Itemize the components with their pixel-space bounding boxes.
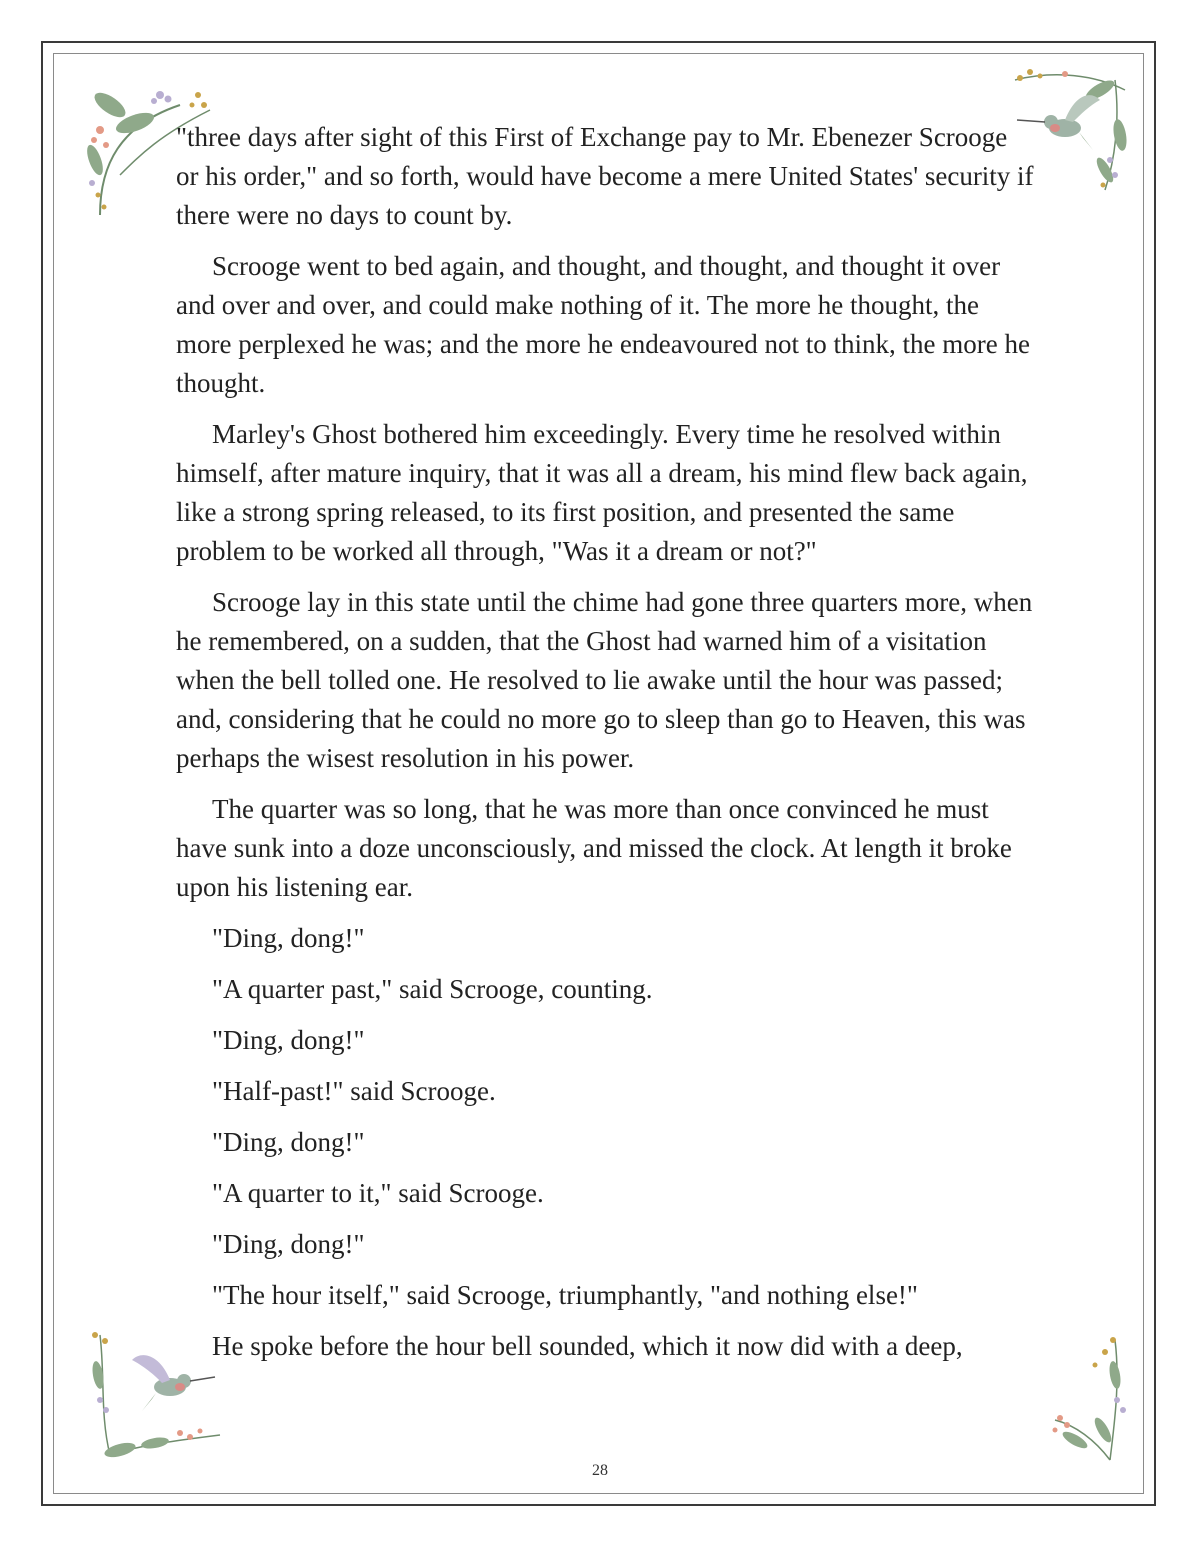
paragraph: Scrooge went to bed again, and thought, and thought, and thought it over and over and over, and could make nothing of it. The more he thought, the more perplexed he was; and the more he endeavoured not to think, the more he thought. bbox=[176, 251, 1030, 398]
paragraph: "Ding, dong!" bbox=[212, 923, 365, 953]
paragraph: "The hour itself," said Scrooge, triumphantly, "and nothing else!" bbox=[212, 1280, 918, 1310]
paragraph: "A quarter past," said Scrooge, counting. bbox=[212, 974, 653, 1004]
page-number: 28 bbox=[592, 1462, 608, 1479]
paragraph: "three days after sight of this First of Exchange pay to Mr. Ebenezer Scrooge or his order," and so forth, would have become a mere United States' security if there were no days to count by. bbox=[176, 122, 1034, 230]
floral-corner-icon bbox=[1035, 1330, 1185, 1480]
page-body-text bbox=[176, 118, 1036, 1378]
paragraph: The quarter was so long, that he was more than once convinced he must have sunk into a doze unconsciously, and missed the clock. At length it broke upon his listening ear. bbox=[176, 794, 1012, 902]
paragraph: "Ding, dong!" bbox=[212, 1229, 365, 1259]
paragraph: "Ding, dong!" bbox=[212, 1127, 365, 1157]
paragraph: "A quarter to it," said Scrooge. bbox=[212, 1178, 544, 1208]
paragraph: Marley's Ghost bothered him exceedingly. Every time he resolved within himself, after mature inquiry, that it was all a dream, his mind flew back again, like a strong spring released, to its first position, and presented the same problem to be worked all through, "Was it a dream or not?" bbox=[176, 419, 1028, 566]
paragraph: Scrooge lay in this state until the chime had gone three quarters more, when he remembered, on a sudden, that the Ghost had warned him of a visitation when the bell tolled one. He resolved to lie awake until the hour was passed; and, considering that he could no more go to sleep than go to Heaven, this was perhaps the wisest resolution in his power. bbox=[176, 587, 1033, 773]
paragraph: "Half-past!" said Scrooge. bbox=[212, 1076, 496, 1106]
paragraph: "Ding, dong!" bbox=[212, 1025, 365, 1055]
paragraph: He spoke before the hour bell sounded, which it now did with a deep, bbox=[212, 1331, 963, 1361]
